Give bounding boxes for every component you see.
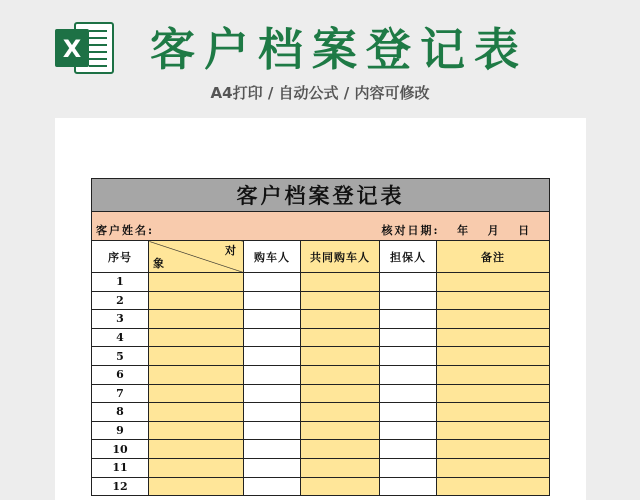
table-row xyxy=(92,458,550,477)
table-row xyxy=(92,477,550,496)
object-cell[interactable] xyxy=(149,347,244,366)
page-subtitle: A4打印 / 自动公式 / 内容可修改 xyxy=(210,84,430,102)
object-cell[interactable] xyxy=(149,477,244,496)
buyer-cell[interactable] xyxy=(244,440,301,459)
row-number[interactable]: 5 xyxy=(92,347,149,366)
row-number[interactable]: 8 xyxy=(92,403,149,422)
row-number[interactable]: 4 xyxy=(92,328,149,347)
row-number[interactable]: 2 xyxy=(92,291,149,310)
row-number[interactable]: 1 xyxy=(92,273,149,292)
remarks-cell[interactable] xyxy=(437,273,550,292)
buyer-cell[interactable] xyxy=(244,291,301,310)
table-title[interactable]: 客户档案登记表 xyxy=(92,179,550,212)
table-row xyxy=(92,421,550,440)
remarks-cell[interactable] xyxy=(437,384,550,403)
co-buyer-cell[interactable] xyxy=(301,384,380,403)
remarks-cell[interactable] xyxy=(437,365,550,384)
buyer-cell[interactable] xyxy=(244,421,301,440)
table-row xyxy=(92,328,550,347)
table-row xyxy=(92,440,550,459)
co-buyer-cell[interactable] xyxy=(301,291,380,310)
buyer-cell[interactable] xyxy=(244,365,301,384)
guarantor-cell[interactable] xyxy=(380,365,437,384)
remarks-cell[interactable] xyxy=(437,458,550,477)
register-table xyxy=(91,178,550,496)
object-cell[interactable] xyxy=(149,440,244,459)
object-cell[interactable] xyxy=(149,403,244,422)
table-row xyxy=(92,365,550,384)
row-number[interactable]: 3 xyxy=(92,310,149,329)
header-seq[interactable]: 序号 xyxy=(92,241,149,273)
buyer-cell[interactable] xyxy=(244,403,301,422)
guarantor-cell[interactable] xyxy=(380,328,437,347)
guarantor-cell[interactable] xyxy=(380,421,437,440)
remarks-cell[interactable] xyxy=(437,328,550,347)
row-number[interactable]: 10 xyxy=(92,440,149,459)
remarks-cell[interactable] xyxy=(437,291,550,310)
remarks-cell[interactable] xyxy=(437,403,550,422)
table-row xyxy=(92,403,550,422)
check-date-label: 核对日期: xyxy=(381,224,440,237)
co-buyer-cell[interactable] xyxy=(301,328,380,347)
column-header-row xyxy=(92,241,550,273)
header-co-buyer[interactable]: 共同购车人 xyxy=(301,241,380,273)
info-cell[interactable] xyxy=(92,212,550,241)
excel-logo-icon xyxy=(55,20,115,76)
co-buyer-cell[interactable] xyxy=(301,440,380,459)
guarantor-cell[interactable] xyxy=(380,347,437,366)
remarks-cell[interactable] xyxy=(437,310,550,329)
table-title-row xyxy=(92,179,550,212)
guarantor-cell[interactable] xyxy=(380,477,437,496)
guarantor-cell[interactable] xyxy=(380,384,437,403)
table-row xyxy=(92,384,550,403)
page-title: 客户档案登记表 xyxy=(150,23,529,76)
object-cell[interactable] xyxy=(149,273,244,292)
guarantor-cell[interactable] xyxy=(380,273,437,292)
year-label: 年 xyxy=(457,224,471,237)
remarks-cell[interactable] xyxy=(437,440,550,459)
object-cell[interactable] xyxy=(149,328,244,347)
header-object[interactable] xyxy=(149,241,244,273)
co-buyer-cell[interactable] xyxy=(301,458,380,477)
object-cell[interactable] xyxy=(149,310,244,329)
row-number[interactable]: 11 xyxy=(92,458,149,477)
guarantor-cell[interactable] xyxy=(380,403,437,422)
row-number[interactable]: 12 xyxy=(92,477,149,496)
buyer-cell[interactable] xyxy=(244,347,301,366)
buyer-cell[interactable] xyxy=(244,458,301,477)
day-label: 日 xyxy=(518,224,532,237)
row-number[interactable]: 6 xyxy=(92,365,149,384)
remarks-cell[interactable] xyxy=(437,477,550,496)
co-buyer-cell[interactable] xyxy=(301,477,380,496)
remarks-cell[interactable] xyxy=(437,347,550,366)
co-buyer-cell[interactable] xyxy=(301,310,380,329)
logo-letter: X xyxy=(62,35,82,63)
row-number[interactable]: 7 xyxy=(92,384,149,403)
check-date xyxy=(382,222,550,238)
guarantor-cell[interactable] xyxy=(380,291,437,310)
guarantor-cell[interactable] xyxy=(380,310,437,329)
table-row xyxy=(92,273,550,292)
customer-name-label: 客户姓名: xyxy=(96,224,155,237)
info-row xyxy=(92,212,550,241)
object-cell[interactable] xyxy=(149,421,244,440)
header-guarantor[interactable]: 担保人 xyxy=(380,241,437,273)
object-cell[interactable] xyxy=(149,458,244,477)
header-remarks[interactable]: 备注 xyxy=(437,241,550,273)
header-object-bottom: 象 xyxy=(153,257,165,270)
month-label: 月 xyxy=(487,224,501,237)
object-cell[interactable] xyxy=(149,291,244,310)
guarantor-cell[interactable] xyxy=(380,440,437,459)
co-buyer-cell[interactable] xyxy=(301,365,380,384)
buyer-cell[interactable] xyxy=(244,273,301,292)
banner xyxy=(0,0,640,112)
table-row xyxy=(92,347,550,366)
buyer-cell[interactable] xyxy=(244,384,301,403)
buyer-cell[interactable] xyxy=(244,477,301,496)
header-object-top: 对 xyxy=(225,244,237,257)
co-buyer-cell[interactable] xyxy=(301,403,380,422)
buyer-cell[interactable] xyxy=(244,310,301,329)
guarantor-cell[interactable] xyxy=(380,458,437,477)
remarks-cell[interactable] xyxy=(437,421,550,440)
table-row xyxy=(92,291,550,310)
co-buyer-cell[interactable] xyxy=(301,347,380,366)
table-row xyxy=(92,310,550,329)
co-buyer-cell[interactable] xyxy=(301,273,380,292)
buyer-cell[interactable] xyxy=(244,328,301,347)
object-cell[interactable] xyxy=(149,365,244,384)
object-cell[interactable] xyxy=(149,384,244,403)
co-buyer-cell[interactable] xyxy=(301,421,380,440)
header-buyer[interactable]: 购车人 xyxy=(244,241,301,273)
row-number[interactable]: 9 xyxy=(92,421,149,440)
